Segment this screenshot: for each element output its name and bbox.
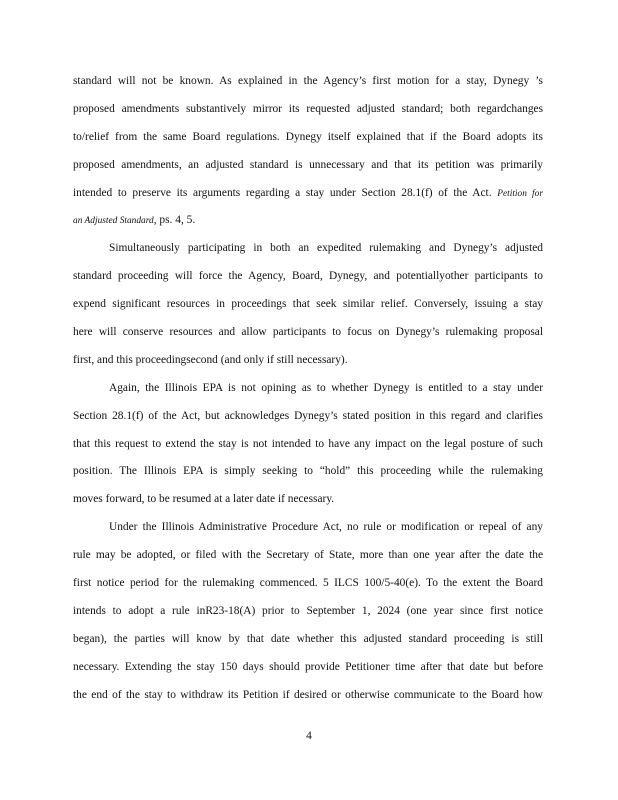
paragraph-1-line-3: to/relief from the same Board regulations. Dynegy itself explained that if the Board adopts its (73, 130, 543, 143)
paragraph-3-line-5: moves forward, to be resumed at a later date if necessary. (73, 493, 335, 506)
paragraph-1-line-1: standard will not be known. As explained in the Agency’s first motion for a stay, Dynegy ’s (73, 75, 543, 87)
paragraph-4-line-5: began), the parties will know by that date whether this adjusted standard proceeding is still (73, 632, 543, 645)
paragraph-4-line-2: rule may be adopted, or filed with the Secretary of State, more than one year after the date the (73, 549, 543, 562)
paragraph-2-line-1: Simultaneously participating in both an expedited rulemaking and Dynegy’s adjusted (109, 242, 543, 255)
paragraph-2-line-5: first, and this proceedingsecond (and only if still necessary). (73, 353, 348, 366)
paragraph-2-line-4: here will conserve resources and allow participants to focus on Dynegy’s rulemaking proposal (73, 326, 543, 339)
paragraph-3-line-3: that this request to extend the stay is not intended to have any impact on the legal posture of such (73, 437, 543, 450)
paragraph-3-line-1: Again, the Illinois EPA is not opining as to whether Dynegy is entitled to a stay under (109, 381, 543, 394)
citation-title-part-2: an Adjusted Standard (73, 216, 154, 227)
citation-title-part-1: Petition for (497, 188, 543, 199)
paragraph-4-line-4: intends to adopt a rule inR23-18(A) prior to September 1, 2024 (one year since first notice (73, 604, 543, 617)
paragraph-1-line-5 (73, 180, 543, 208)
paragraph-4-line-1: Under the Illinois Administrative Procedure Act, no rule or modification or repeal of any (109, 521, 543, 534)
paragraph-3-line-4: position. The Illinois EPA is simply seeking to “hold” this proceeding while the rulemaking (73, 465, 543, 478)
paragraph-1-line-6 (73, 207, 543, 235)
paragraph-2-line-3: expend significant resources in proceedings that seek similar relief. Conversely, issuing a stay (73, 298, 543, 311)
paragraph-4-line-6: necessary. Extending the stay 150 days should provide Petitioner time after that date but before (73, 660, 543, 673)
paragraph-4-line-3: first notice period for the rulemaking commenced. 5 ILCS 100/5-40(e). To the extent the Board (73, 577, 543, 590)
paragraph-4-line-7: the end of the stay to withdraw its Petition if desired or otherwise communicate to the Board how (73, 688, 543, 701)
page-number: 4 (306, 730, 312, 742)
paragraph-1-line-4: proposed amendments, an adjusted standard is unnecessary and that its petition was primarily (73, 158, 543, 171)
citation-pages: , ps. 4, 5. (153, 214, 196, 227)
body-text (73, 68, 543, 709)
paragraph-2-line-2: standard proceeding will force the Agency, Board, Dynegy, and potentiallyother participants to (73, 270, 543, 283)
paragraph-3-line-2: Section 28.1(f) of the Act, but acknowledges Dynegy’s stated position in this regard and clarifies (73, 409, 543, 422)
paragraph-1-line-5-text: intended to preserve its arguments regarding a stay under Section 28.1(f) of the Act. (73, 186, 492, 199)
paragraph-1-line-2: proposed amendments substantively mirror its requested adjusted standard; both regardchanges (73, 102, 543, 115)
